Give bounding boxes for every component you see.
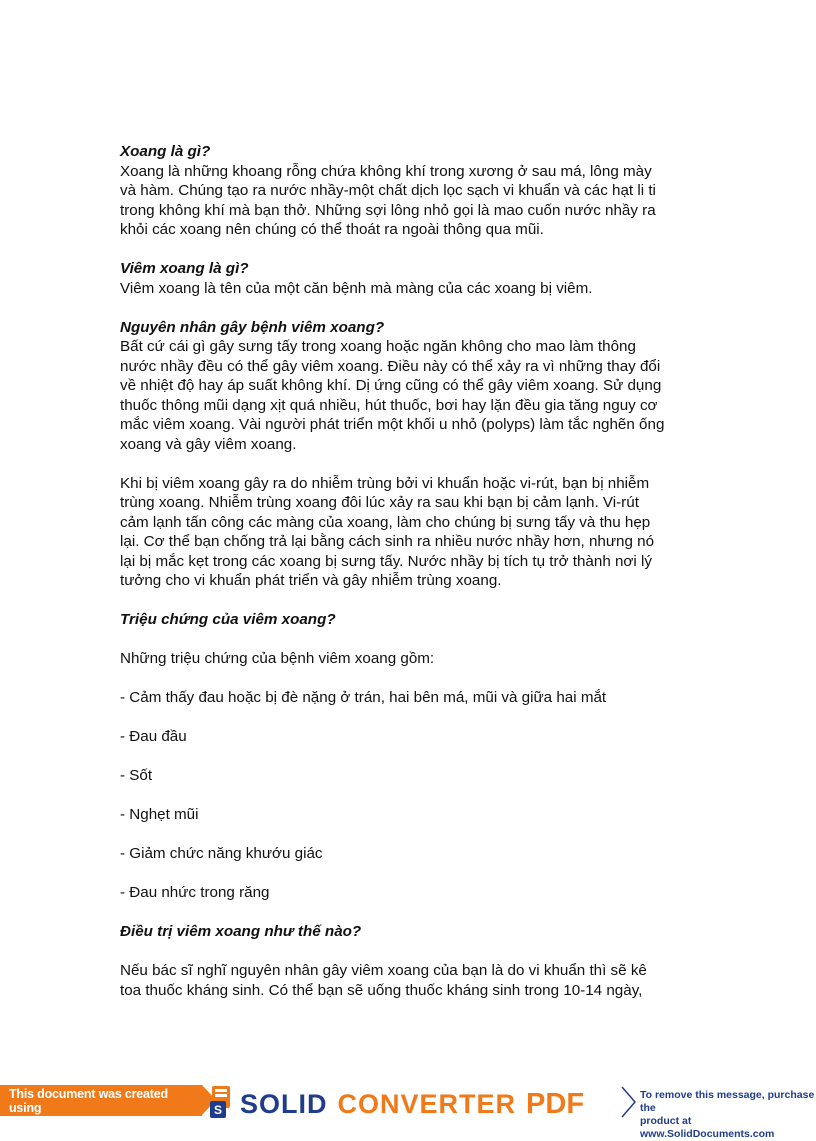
paragraph-line: trùng xoang. Nhiễm trùng xoang đôi lúc xảy ra sau khi bạn bị cảm lạnh. Vi-rút — [120, 494, 639, 511]
section-heading: Điều trị viêm xoang như thế nào? — [120, 923, 362, 940]
list-intro: Những triệu chứng của bệnh viêm xoang gồm: — [120, 650, 435, 667]
brand-converter: CONVERTER — [337, 1089, 517, 1119]
list-item: - Nghẹt mũi — [120, 806, 199, 823]
section-heading: Nguyên nhân gây bệnh viêm xoang? — [120, 318, 385, 336]
remove-message-line1: To remove this message, purchase the — [640, 1089, 815, 1114]
paragraph-line: lại. Cơ thể bạn chống trả lại bằng cách sinh ra nhiều nước nhầy hơn, nhưng nó — [120, 533, 655, 550]
paragraph-line: cảm lạnh tấn công các màng của xoang, làm cho chúng bị sưng tấy và thu hẹp — [120, 513, 651, 531]
paragraph-line: Nếu bác sĩ nghĩ nguyên nhân gây viêm xoang của bạn là do vi khuẩn thì sẽ kê — [120, 962, 647, 979]
document-body — [120, 142, 710, 1000]
solid-converter-banner[interactable] — [0, 1079, 816, 1140]
paragraph-line: mắc viêm xoang. Vài người phát triển một khối u nhỏ (polyps) làm tắc nghẽn ống — [120, 416, 665, 433]
section-heading: Xoang là gì? — [120, 143, 211, 160]
list-item: - Cảm thấy đau hoặc bị đè nặng ở trán, hai bên má, mũi và giữa hai mắt — [120, 689, 607, 706]
paragraph-line: Xoang là những khoang rỗng chứa không khí trong xương ở sau má, lông mày — [120, 162, 652, 180]
brand-pdf: PDF — [526, 1088, 585, 1120]
list-item: - Đau nhức trong răng — [120, 884, 270, 901]
paragraph-line: tưởng cho vi khuẩn phát triển và gây nhiễm trùng xoang. — [120, 572, 502, 589]
remove-message-line2: product at www.SolidDocuments.com — [640, 1115, 775, 1140]
section-heading: Viêm xoang là gì? — [120, 260, 249, 277]
section-heading: Triệu chứng của viêm xoang? — [120, 611, 336, 628]
paragraph-line: Khi bị viêm xoang gây ra do nhiễm trùng bởi vi khuẩn hoặc vi-rút, bạn bị nhiễm — [120, 474, 650, 492]
list-item: - Giảm chức năng khướu giác — [120, 845, 323, 862]
paragraph-line: về nhiệt độ hay áp suất không khí. Dị ứng cũng có thể gây viêm xoang. Sử dụng — [120, 377, 662, 394]
solid-converter-logo-icon — [208, 1085, 234, 1119]
paragraph-line: nước nhầy đều có thể gây viêm xoang. Điều này có thể xảy ra vì những thay đổi — [120, 357, 661, 375]
paragraph-line: Bất cứ cái gì gây sưng tấy trong xoang hoặc ngăn không cho mao làm thông — [120, 338, 636, 355]
paragraph-line: xoang và gây viêm xoang. — [120, 435, 297, 453]
paragraph-line: trong không khí mà bạn thở. Những sợi lông nhỏ gọi là mao cuốn nước nhầy ra — [120, 201, 656, 219]
list-item: - Đau đầu — [120, 728, 187, 745]
svg-text:S: S — [213, 1103, 223, 1117]
paragraph-line: Viêm xoang là tên của một căn bệnh mà màng của các xoang bị viêm. — [120, 279, 593, 297]
paragraph-line: khỏi các xoang nên chúng có thể thoát ra ngoài thông qua mũi. — [120, 221, 544, 238]
paragraph-line: lại bị mắc kẹt trong các xoang bị sưng tấy. Nước nhầy bị tích tụ trở thành nơi lý — [120, 552, 652, 570]
remove-message-link[interactable] — [620, 1087, 816, 1140]
brand-wordmark — [240, 1088, 584, 1121]
created-using-label: This document was created using — [0, 1085, 202, 1116]
paragraph-line: toa thuốc kháng sinh. Có thể bạn sẽ uống thuốc kháng sinh trong 10-14 ngày, — [120, 981, 643, 999]
brand-solid: SOLID — [240, 1089, 328, 1119]
paragraph-line: thuốc thông mũi dạng xịt quá nhiều, hút thuốc, bơi hay lặn đều gia tăng nguy cơ — [120, 396, 658, 414]
chevron-right-icon — [620, 1085, 638, 1119]
paragraph-line: và hàm. Chúng tạo ra nước nhầy-một chất dịch lọc sạch vi khuẩn và các hạt li ti — [120, 182, 656, 199]
list-item: - Sốt — [120, 767, 153, 784]
